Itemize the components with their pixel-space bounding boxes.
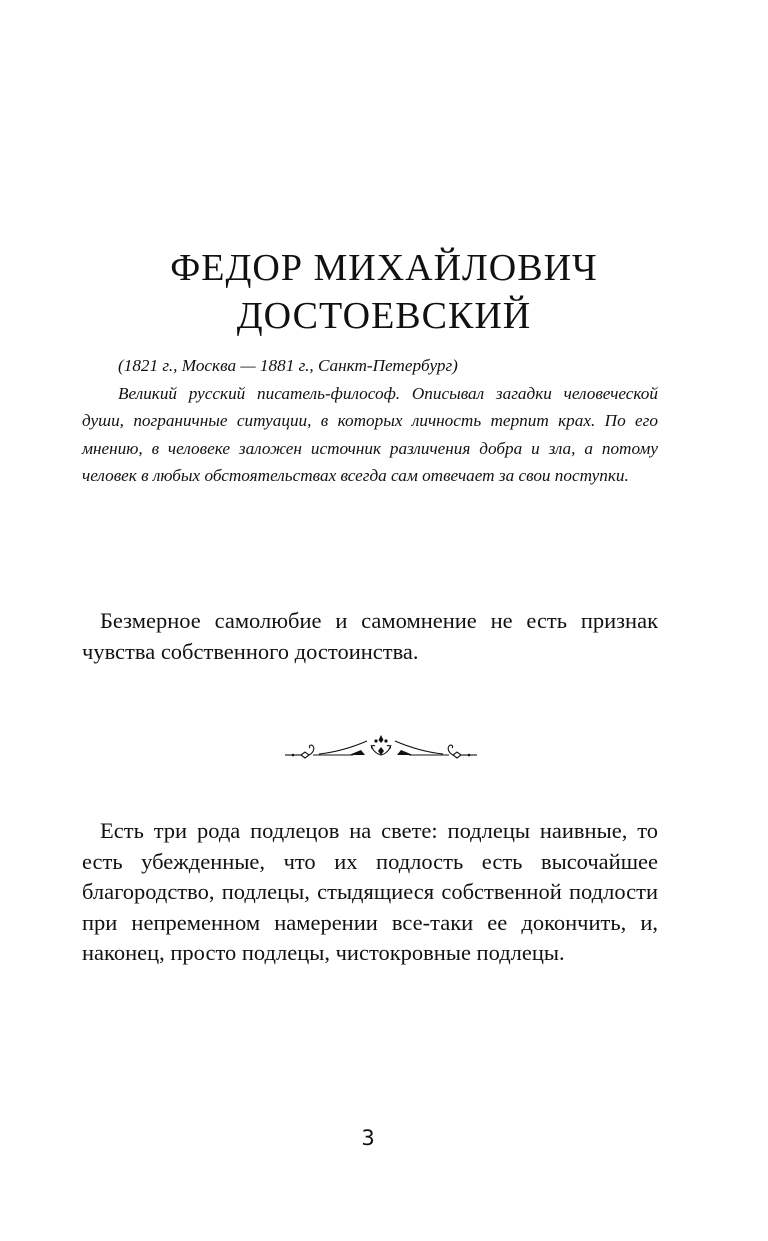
quote-paragraph: Безмерное самолюбие и самомнение не есть признак чувства собственного достоинства. xyxy=(82,608,658,664)
author-name-line-2: ДОСТОЕВСКИЙ xyxy=(236,295,532,337)
quote-paragraph: Есть три рода подлецов на свете: подлецы наивные, то есть убежденные, что их подлость есть высочайшее благородство, подлецы, стыдящиеся собственной подлости при непременном намерении все-таки ее докончить, и, наконец, просто подлецы, чистокровные подлецы. xyxy=(82,818,658,965)
author-bio xyxy=(82,352,658,490)
author-life-dates: (1821 г., Москва — 1881 г., Санкт-Петербург) xyxy=(118,356,458,375)
author-name-line-1: ФЕДОР МИХАЙЛОВИЧ xyxy=(170,247,598,289)
author-name-heading xyxy=(0,244,768,340)
author-description: Великий русский писатель-философ. Описывал загадки человеческой души, пограничные ситуации, в которых личность терпит крах. По его мнению, в человеке заложен источник различения добра и зла, а потому человек в любых обстоятельствах всегда сам отвечает за свои поступки. xyxy=(82,383,658,485)
fleuron-divider-icon xyxy=(283,733,479,763)
page-number: 3 xyxy=(361,1126,375,1150)
